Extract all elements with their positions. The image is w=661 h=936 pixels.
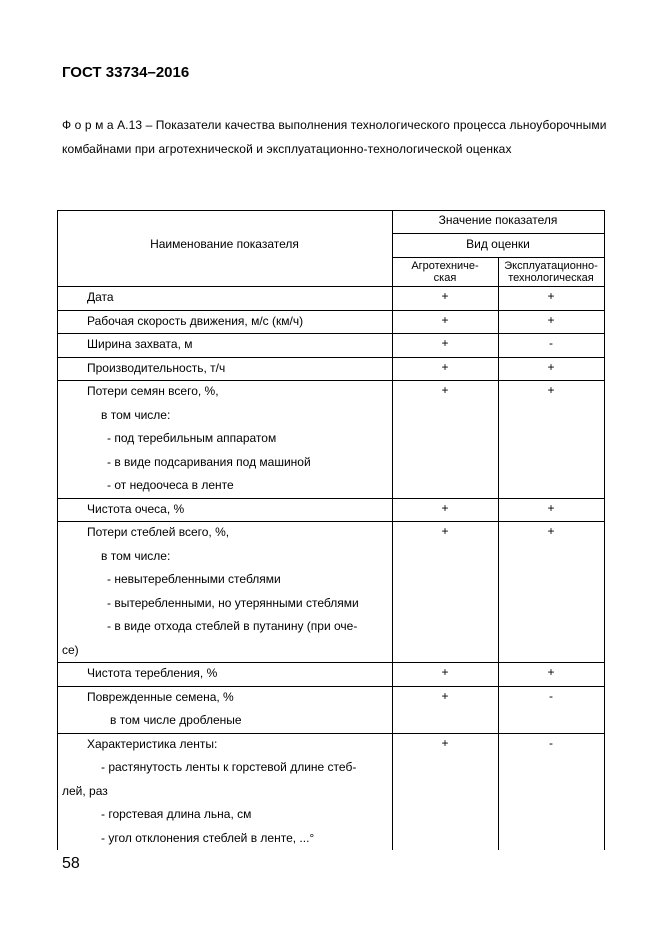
cell-expl: + [547, 289, 555, 303]
cell-expl: - [549, 689, 553, 703]
cell-expl: + [547, 501, 555, 515]
cell-expl: - [549, 736, 553, 750]
cell-agro: + [441, 501, 449, 515]
row-text-line: Потери стеблей всего, %, [87, 525, 230, 539]
form-caption [62, 114, 622, 161]
cell-expl: + [547, 524, 555, 538]
cell-expl: + [547, 383, 555, 397]
row-text-line: в том числе дробленые [110, 713, 242, 727]
row-text-line: - горстевая длина льна, см [101, 807, 252, 821]
cell-agro: + [441, 689, 449, 703]
cell-agro: + [441, 360, 449, 374]
indicators-table [57, 210, 604, 850]
row-text-line: - под теребильным аппаратом [107, 431, 277, 445]
cell-expl: + [547, 360, 555, 374]
page-number: 58 [62, 855, 80, 872]
row-text-line: - в виде подсаривания под машиной [107, 455, 311, 469]
row-text-line: Производительность, т/ч [87, 361, 226, 375]
row-text-line: - от недоочеса в ленте [107, 478, 234, 492]
column-header-agro: Агротехниче- ская [411, 260, 479, 284]
row-text-line: Дата [87, 290, 114, 304]
row-text-line: Рабочая скорость движения, м/с (км/ч) [87, 314, 304, 328]
row-text-line: в том числе: [101, 549, 171, 563]
cell-expl: - [549, 336, 553, 350]
column-header-name: Наименование показателя [150, 237, 299, 251]
column-header-expl: Эксплуатационно- технологическая [504, 260, 598, 284]
row-text-line: Потери семян всего, %, [87, 384, 219, 398]
row-text-line: - вытеребленными, но утерянными стеблями [107, 596, 359, 610]
row-text-line: в том числе: [101, 408, 171, 422]
column-header-type: Вид оценки [466, 237, 530, 251]
cell-agro: + [441, 524, 449, 538]
cell-agro: + [441, 313, 449, 327]
row-text-line: - растянутость ленты к горстевой длине стеб- [101, 760, 357, 774]
row-text-line: Характеристика ленты: [87, 737, 218, 751]
form-title: – Показатели качества выполнения технологического процесса льноуборочными комбайнами при агротехнической и эксплуатационно-технологической оценках [62, 118, 607, 156]
row-text-line: се) [62, 643, 79, 657]
cell-agro: + [441, 336, 449, 350]
cell-agro: + [441, 289, 449, 303]
row-text-line: - угол отклонения стеблей в ленте, ...° [101, 831, 315, 845]
cell-agro: + [441, 665, 449, 679]
cell-expl: + [547, 313, 555, 327]
row-text-line: Чистота теребления, % [87, 666, 218, 680]
cell-agro: + [441, 736, 449, 750]
row-text-line: Поврежденные семена, % [87, 690, 234, 704]
column-header-value: Значение показателя [438, 213, 558, 227]
row-text-line: - невытеребленными стеблями [107, 572, 281, 586]
cell-agro: + [441, 383, 449, 397]
row-text-line: лей, раз [62, 784, 108, 798]
row-text-line: Ширина захвата, м [87, 337, 193, 351]
row-text-line: Чистота очеса, % [87, 502, 185, 516]
standard-header: ГОСТ 33734–2016 [62, 64, 190, 81]
cell-expl: + [547, 665, 555, 679]
form-label: Ф о р м а А.13 [62, 118, 143, 132]
row-text-line: - в виде отхода стеблей в путанину (при оче- [107, 619, 358, 633]
